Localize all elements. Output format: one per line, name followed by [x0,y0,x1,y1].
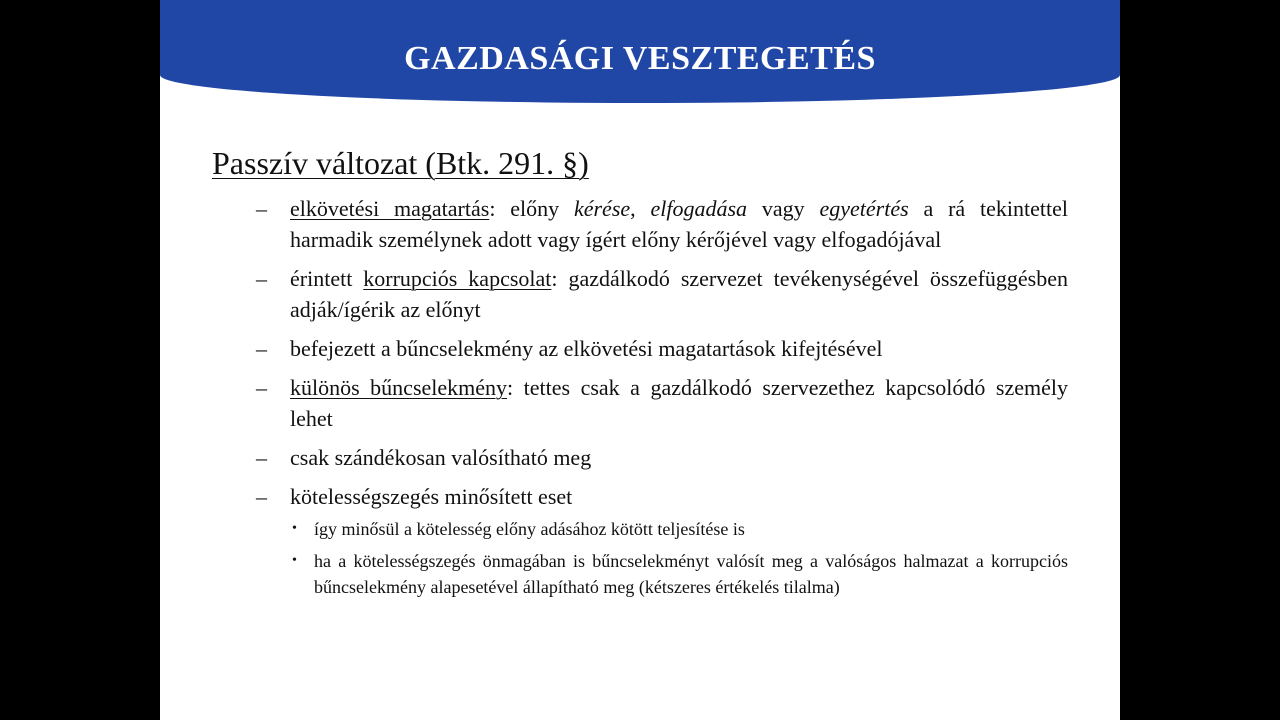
bullet-text: : előny [489,196,574,221]
bullet-emphasis: kérése [573,196,631,221]
dash-marker: – [256,484,267,509]
bullet-item [256,481,1068,600]
dash-marker: – [256,375,267,400]
bullet-text: vagy [747,196,820,221]
sub-bullet-item [290,548,1068,600]
dash-marker: – [256,445,267,470]
bullet-list [256,193,1068,608]
sub-bullet-text: így minősül a kötelesség előny adásához kötött teljesítése is [314,519,745,539]
bullet-emphasis: egyetértés [819,196,909,221]
dot-marker: • [292,553,297,568]
dot-marker: • [292,521,297,536]
bullet-item [256,372,1068,434]
sub-bullet-text: ha a kötelességszegés önmagában is bűncselekményt valósít meg a valóságos halmazat a korrupciós bűncselekmény alapesetével állapítható meg (kétszeres értékelés tilalma) [314,551,1068,597]
bullet-term: elkövetési magatartás [290,196,490,221]
bullet-item [256,442,1068,473]
bullet-text: csak szándékosan valósítható meg [290,445,592,470]
bullet-text: a rá tekintettel harmadik személynek adott vagy ígért előny kérőjével vagy elfogadójával [290,196,1068,252]
dash-marker: – [256,196,267,221]
bullet-text: befejezett a bűncselekmény az elkövetési magatartások kifejtésével [290,336,883,361]
section-heading: Passzív változat (Btk. 291. §) [212,145,589,181]
bullet-text: érintett [290,266,364,291]
bullet-emphasis: elfogadása [650,196,748,221]
bullet-item [256,193,1068,255]
bullet-item [256,263,1068,325]
bullet-item [256,333,1068,364]
slide-header-banner [160,0,1120,103]
slide [160,0,1120,720]
bullet-text: kötelességszegés minősített eset [290,484,573,509]
bullet-term: korrupciós kapcsolat [363,266,552,291]
sub-bullet-item [290,516,1068,542]
slide-title: GAZDASÁGI VESZTEGETÉS [404,40,876,77]
bullet-text: , [630,196,651,221]
bullet-term: különös bűncselekmény [290,375,508,400]
dash-marker: – [256,336,267,361]
bullet-text: : gazdálkodó szervezet tevékenységével összefüggésben adják/ígérik az előnyt [290,266,1068,322]
sub-bullet-list [290,516,1068,600]
bullet-text: : tettes csak a gazdálkodó szervezethez kapcsolódó személy lehet [290,375,1068,431]
dash-marker: – [256,266,267,291]
